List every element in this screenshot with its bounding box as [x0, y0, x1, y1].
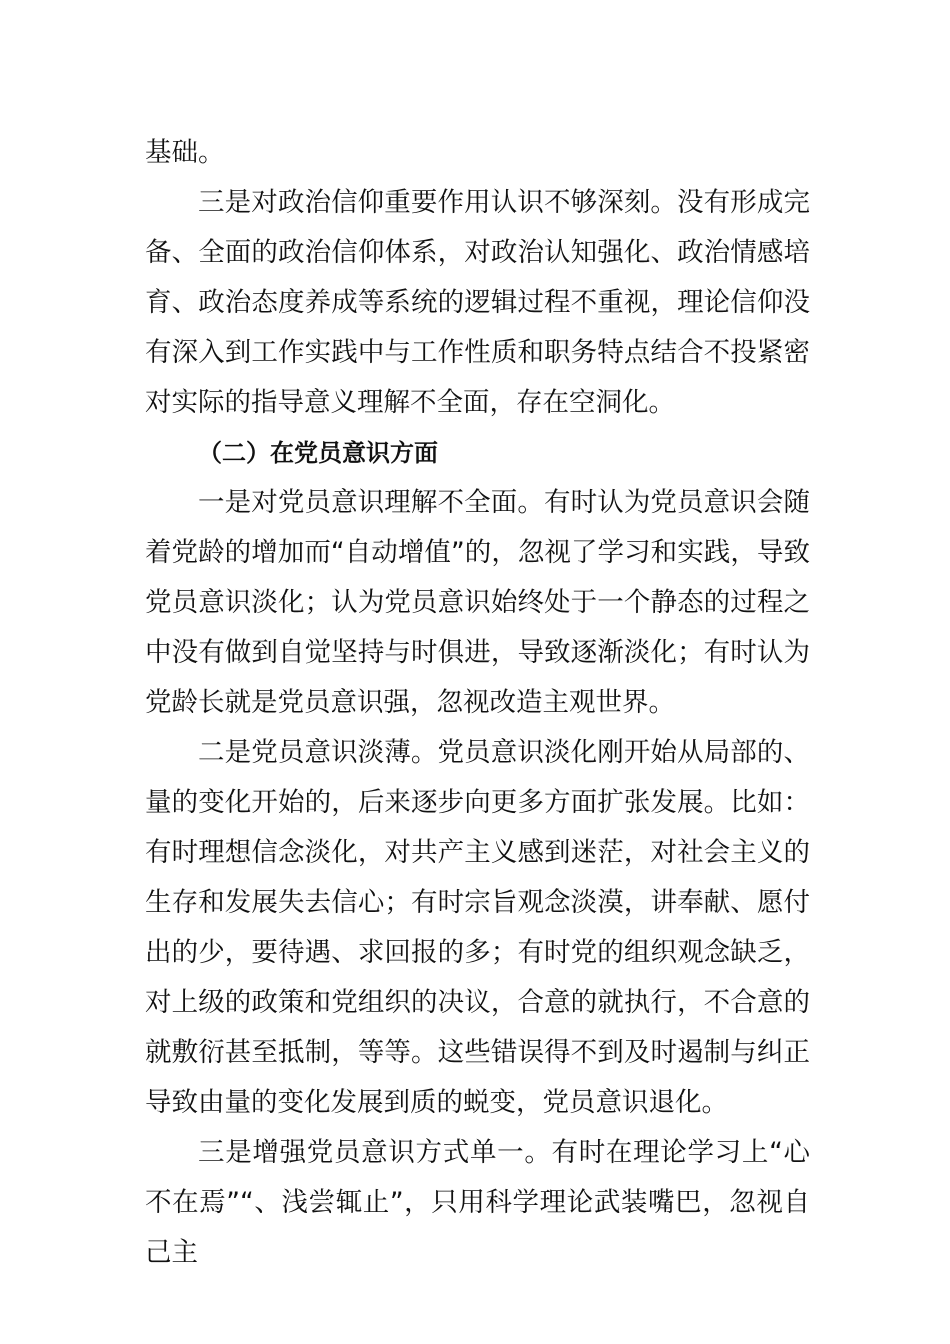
document-body — [145, 128, 810, 1278]
paragraph-awareness-point-1: 一是对党员意识理解不全面。有时认为党员意识会随着党龄的增加而“自动增值”的，忽视了学习和实践，导致党员意识淡化；认为党员意识始终处于一个静态的过程之中没有做到自觉坚持与时俱进，导致逐渐淡化；有时认为党龄长就是党员意识强，忽视改造主观世界。 — [145, 487, 810, 718]
paragraph-awareness-point-3: 三是增强党员意识方式单一。有时在理论学习上“心不在焉”“、浅尝辄止”，只用科学理论武装嘴巴，忽视自己主 — [145, 1137, 810, 1268]
paragraph-awareness-point-2: 二是党员意识淡薄。党员意识淡化刚开始从局部的、量的变化开始的，后来逐步向更多方面扩张发展。比如：有时理想信念淡化，对共产主义感到迷茫，对社会主义的生存和发展失去信心；有时宗旨观念淡漠，讲奉献、愿付出的少，要待遇、求回报的多；有时党的组织观念缺乏，对上级的政策和党组织的决议，合意的就执行，不合意的就敷衍甚至抵制，等等。这些错误得不到及时遏制与纠正导致由量的变化发展到质的蜕变，党员意识退化。 — [145, 737, 810, 1118]
paragraph-political-belief-point-3: 三是对政治信仰重要作用认识不够深刻。没有形成完备、全面的政治信仰体系，对政治认知强化、政治情感培育、政治态度养成等系统的逻辑过程不重视，理论信仰没有深入到工作实践中与工作性质和职务特点结合不投紧密对实际的指导意义理解不全面，存在空洞化。 — [145, 187, 810, 418]
paragraph-continuation: 基础。 — [145, 137, 225, 168]
section-heading-party-member-awareness: （二）在党员意识方面 — [198, 439, 438, 467]
